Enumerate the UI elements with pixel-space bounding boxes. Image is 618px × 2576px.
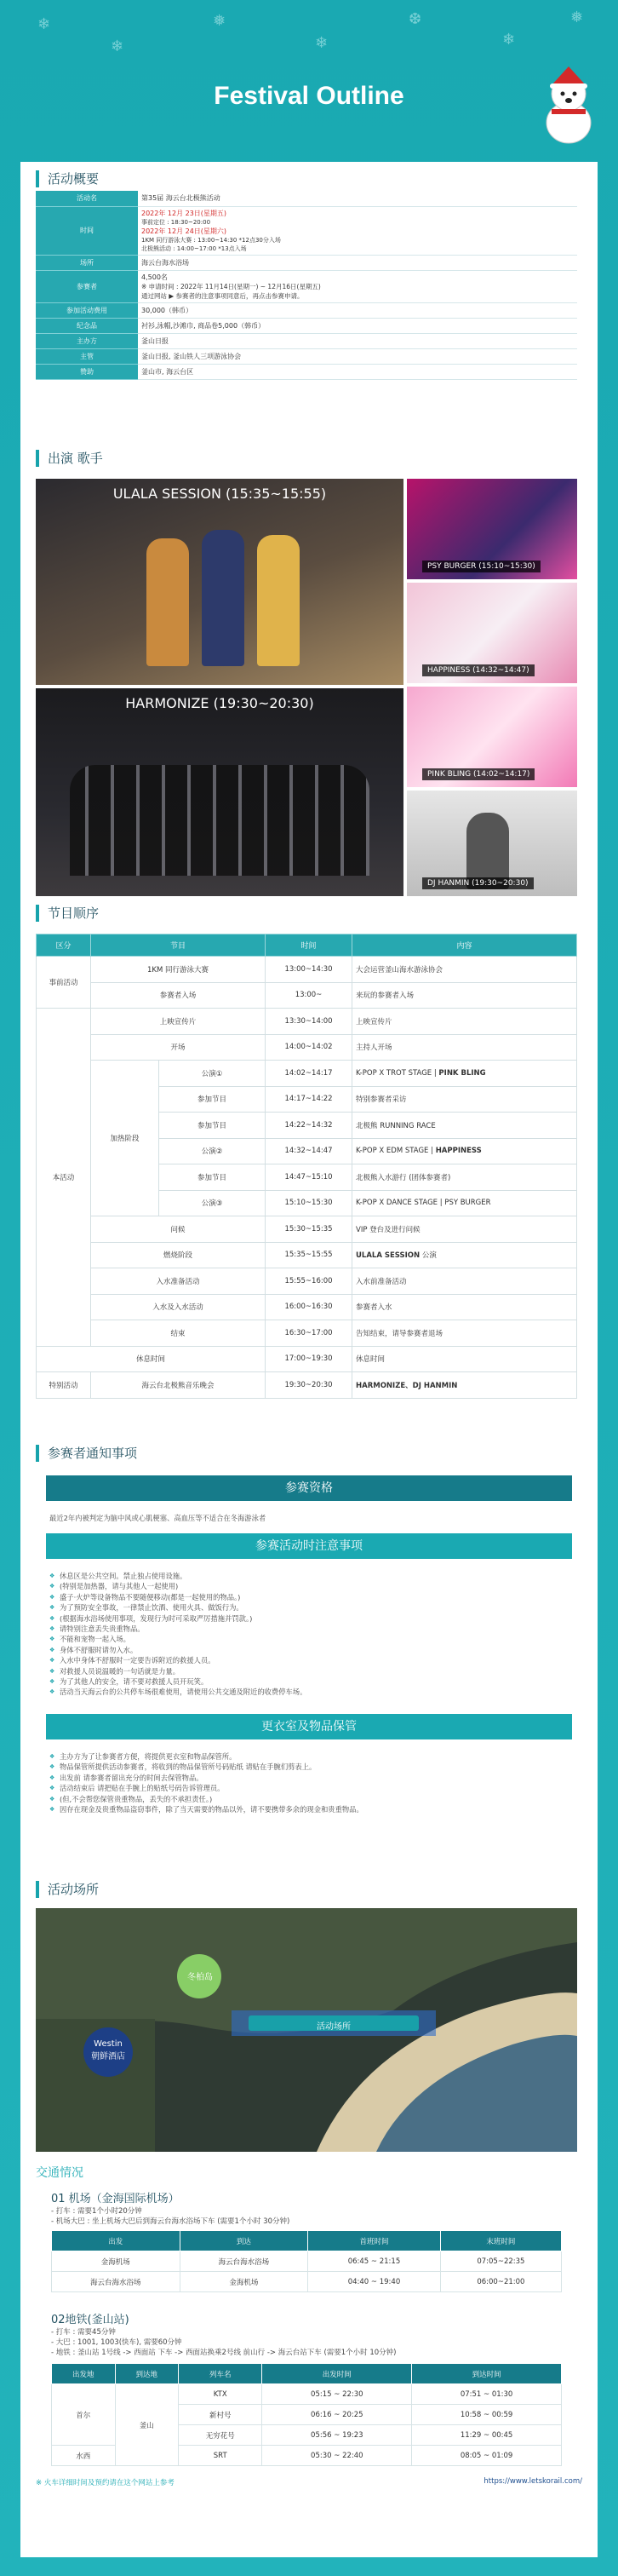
qualification-text: 最近2年内被判定为脑中风或心肌梗塞、高血压等不适合在冬海游泳者 [49, 1514, 266, 1522]
overview-value [138, 206, 577, 255]
detail [352, 1372, 577, 1399]
airport-line: - 机场大巴 : 坐上机场大巴后到海云台海水浴场下车 (需要1个小时 30分钟) [51, 2217, 290, 2226]
date-2-detail: 1KM 同行游泳大赛 : 13:00~14:30 *12点30分入场 [141, 236, 281, 244]
time: 19:30~20:30 [266, 1372, 352, 1399]
schedule-group: 特别活动 [37, 1372, 91, 1399]
overview-key: 赞助 [36, 364, 138, 379]
time: 13:00~14:30 [266, 957, 352, 983]
section-title-notice: 参赛者通知事项 [36, 1445, 137, 1462]
overview-table [36, 191, 577, 380]
program: 燃烧阶段 [91, 1242, 266, 1268]
care-item: ❖ 盛子·火炉等设备物品不要随便移动(都是一起使用的物品。) [49, 1592, 570, 1602]
psy-burger-photo [407, 479, 577, 579]
care-item: ❖ (根据海水浴场使用事项，发现行为时可采取严厉措施并罚款。) [49, 1613, 570, 1624]
apply-note: 通过网站 ▶ 参赛者的注意事项同意后，再点击参赛申请。 [141, 291, 304, 300]
time: 15:35~15:55 [266, 1242, 352, 1268]
station-line: - 大巴 : 1001, 1003(快车), 需要60分钟 [51, 2338, 182, 2347]
storage-item: ❖ 出发前 请参赛者留出充分的时间去保管物品。 [49, 1773, 570, 1783]
cell: 新村号 [179, 2405, 262, 2425]
cell: 05:30 ~ 22:40 [262, 2446, 412, 2466]
date-1-detail: 事前定位 : 18:30~20:00 [141, 218, 211, 226]
care-item: ❖ 不能和宠物一起入场。 [49, 1634, 570, 1644]
schedule-header: 区分 [37, 934, 91, 957]
participant-count: 4,500名 [141, 273, 168, 281]
cell: 11:29 ~ 00:45 [412, 2425, 562, 2446]
overview-key: 参加活动费用 [36, 302, 138, 318]
detail [352, 1061, 577, 1087]
detail: 休息时间 [352, 1346, 577, 1372]
overview-value [138, 270, 577, 302]
time: 13:00~ [266, 982, 352, 1009]
overview-key: 时间 [36, 206, 138, 255]
cell: 水西 [52, 2446, 116, 2466]
cell: 海云台海水浴场 [52, 2272, 180, 2292]
program: 海云台北极熊音乐晚会 [91, 1372, 266, 1399]
train-table [51, 2363, 562, 2466]
overview-value: 釜山日报, 釜山铁人三项游泳协会 [138, 348, 577, 364]
detail: 来玩的参赛者入场 [352, 982, 577, 1009]
cell: 06:16 ~ 20:25 [262, 2405, 412, 2425]
detail-text: 公演 [420, 1251, 437, 1261]
time: 14:22~14:32 [266, 1113, 352, 1139]
detail: 入水前准备活动 [352, 1268, 577, 1295]
care-item: ❖ 为了预防安全事故，一律禁止饮酒、使用火具、做饭行为。 [49, 1602, 570, 1613]
happiness-photo [407, 583, 577, 683]
cell: 釜山 [115, 2384, 179, 2466]
harmonize-photo [36, 688, 403, 896]
overview-key: 主办方 [36, 333, 138, 348]
care-item: ❖ (特别是加热器，请与其他人一起使用) [49, 1581, 570, 1591]
detail-bold: HARMONIZE [356, 1381, 406, 1390]
train-note: ※ 火车详细时间及预约请在这个网站上参考 [36, 2479, 175, 2487]
station-line: - 地铁 : 釜山站 1号线 -> 西面站 下车 -> 西面站换乘2号线 前山行 -> 海云台站下车 (需要1个小时 10分钟) [51, 2349, 397, 2357]
snowflake-icon: ❆ [409, 10, 422, 28]
detail: 特别参赛者采访 [352, 1086, 577, 1113]
time: 17:00~19:30 [266, 1346, 352, 1372]
cell: KTX [179, 2384, 262, 2405]
island-label: 冬柏岛 [187, 1973, 213, 1982]
table-header: 末班时间 [440, 2231, 561, 2251]
snowflake-icon: ❅ [570, 9, 584, 26]
detail: 北极熊 RUNNING RACE [352, 1113, 577, 1139]
table-header: 出发时间 [262, 2364, 412, 2384]
dj-hanmin-photo [407, 791, 577, 896]
cell: 05:56 ~ 19:23 [262, 2425, 412, 2446]
section-title-overview: 活动概要 [36, 170, 99, 187]
happiness-caption: HAPPINESS (14:32~14:47) [422, 664, 535, 676]
detail [352, 1138, 577, 1164]
time: 16:30~17:00 [266, 1320, 352, 1347]
detail-text: K-POP X EDM STAGE | [356, 1147, 436, 1156]
schedule-group: 事前活动 [37, 957, 91, 1009]
section-title-performers: 出演 歌手 [36, 450, 103, 467]
detail-text: K-POP X TROT STAGE | [356, 1068, 439, 1078]
storage-bar: 更衣室及物品保管 [46, 1714, 572, 1739]
hotel-marker: Westin 朝鲜酒店 [83, 2027, 133, 2077]
overview-value: 第35届 海云台北极熊活动 [138, 191, 577, 206]
pink-bling-photo [407, 687, 577, 787]
care-item: ❖ 活动当天海云台的公共停车场很难使用，请使用公共交通及附近的收费停车场。 [49, 1687, 570, 1697]
cell: 08:05 ~ 01:09 [412, 2446, 562, 2466]
detail-bold: HAPPINESS [435, 1147, 482, 1156]
airport-title: 01 机场（金海国际机场） [51, 2193, 180, 2205]
program: 公演③ [159, 1190, 266, 1216]
cell: 金海机场 [180, 2272, 308, 2292]
time: 14:02~14:17 [266, 1061, 352, 1087]
psy-burger-caption: PSY BURGER (15:10~15:30) [422, 561, 541, 572]
snowflake-icon: ❄ [502, 31, 516, 49]
cell: 金海机场 [52, 2251, 180, 2272]
detail-bold: PINK BLING [438, 1068, 486, 1078]
content-panel [20, 162, 598, 2557]
cell: 04:40 ~ 19:40 [308, 2272, 441, 2292]
overview-value: 釜山日报 [138, 333, 577, 348]
schedule-header: 时间 [266, 934, 352, 957]
storage-item: ❖ 活动结束后 请把贴在手腕上的贴纸号码告诉管理员。 [49, 1783, 570, 1793]
storage-item: ❖ (但,不会帮您保管贵重物品，丢失的不承担责任。) [49, 1794, 570, 1804]
program: 公演① [159, 1061, 266, 1087]
cell: SRT [179, 2446, 262, 2466]
program: 入水准备活动 [91, 1268, 266, 1295]
detail: 北极熊入水游行 (团体参赛者) [352, 1164, 577, 1191]
detail [352, 1242, 577, 1268]
date-2-detail: 北极熊活动 : 14:00~17:00 *13点入场 [141, 244, 247, 252]
transport-title: 交通情况 [36, 2166, 83, 2180]
time: 14:47~15:10 [266, 1164, 352, 1191]
cell: 10:58 ~ 00:59 [412, 2405, 562, 2425]
detail: 大会运营釜山海水游泳协会 [352, 957, 577, 983]
ulala-session-photo [36, 479, 403, 685]
detail: K-POP X DANCE STAGE | PSY BURGER [352, 1190, 577, 1216]
airport-bus-table [51, 2230, 562, 2292]
detail: 主持人开场 [352, 1034, 577, 1061]
care-item: ❖ 对救援人员说温暖的一句话就是力量。 [49, 1666, 570, 1676]
time: 16:00~16:30 [266, 1294, 352, 1320]
program: 结束 [91, 1320, 266, 1347]
snowflake-icon: ❄ [111, 37, 124, 55]
care-item: ❖ 休息区是公共空间。禁止独占使用设施。 [49, 1571, 570, 1581]
overview-key: 主管 [36, 348, 138, 364]
care-item: ❖ 身体不舒服时请勿入水。 [49, 1645, 570, 1655]
detail-bold: ULALA SESSION [356, 1251, 421, 1261]
program: 参赛者入场 [91, 982, 266, 1009]
overview-key: 参赛者 [36, 270, 138, 302]
program: 问候 [91, 1216, 266, 1243]
cell: 首尔 [52, 2384, 116, 2446]
performers-grid [36, 479, 577, 896]
program: 1KM 同行游泳大赛 [91, 957, 266, 983]
table-header: 到达 [180, 2231, 308, 2251]
care-item: ❖ 为了其他人的安全，请不要对救援人员开玩笑。 [49, 1676, 570, 1687]
detail: 上映宣传片 [352, 1009, 577, 1035]
storage-item: ❖ 物品保管所提供活动参赛者，将收到的物品保管所号码贴纸 请贴在手腕们剪表上。 [49, 1762, 570, 1772]
table-header: 到达时间 [412, 2364, 562, 2384]
table-header: 首班时间 [308, 2231, 441, 2251]
time: 14:17~14:22 [266, 1086, 352, 1113]
cell: 海云台海水浴场 [180, 2251, 308, 2272]
snowflake-icon: ❄ [37, 15, 51, 33]
header-banner [0, 0, 618, 162]
schedule-table [36, 934, 577, 1399]
schedule-header: 内容 [352, 934, 577, 957]
date-2: 2022年 12月 24日(星期六) [141, 227, 227, 235]
overview-key: 场所 [36, 255, 138, 270]
detail: 参赛者入水 [352, 1294, 577, 1320]
program: 上映宣传片 [91, 1009, 266, 1035]
storage-list [49, 1751, 570, 1814]
schedule-group: 本活动 [37, 1009, 91, 1347]
cell: 05:15 ~ 22:30 [262, 2384, 412, 2405]
overview-value: 釜山市, 海云台区 [138, 364, 577, 379]
overview-key: 纪念品 [36, 318, 138, 333]
station-info [51, 2327, 397, 2358]
section-title-schedule: 节目顺序 [36, 905, 99, 922]
qualification-bar: 参赛资格 [46, 1475, 572, 1501]
table-header: 出发 [52, 2231, 180, 2251]
pink-bling-caption: PINK BLING (14:02~14:17) [422, 768, 535, 780]
venue-marker-label: 活动场所 [317, 2022, 351, 2032]
station-title: 02地铁(釜山站) [51, 2314, 129, 2326]
snowflake-icon: ❅ [213, 12, 226, 30]
airport-info [51, 2206, 289, 2227]
harmonize-caption: HARMONIZE (19:30~20:30) [125, 695, 314, 711]
storage-item: ❖ 因存在现金及贵重物品盗窃事件，除了当天需要的物品以外，请不要携带多余的现金和贵重物品。 [49, 1804, 570, 1814]
care-list [49, 1571, 570, 1698]
station-line: - 打车 : 需要45分钟 [51, 2328, 116, 2337]
airport-line: - 打车 : 需要1个小时20分钟 [51, 2207, 142, 2216]
dj-hanmin-caption: DJ HANMIN (19:30~20:30) [422, 877, 534, 889]
time: 14:32~14:47 [266, 1138, 352, 1164]
program: 入水及入水活动 [91, 1294, 266, 1320]
time: 15:30~15:35 [266, 1216, 352, 1243]
section-title-venue: 活动场所 [36, 1881, 99, 1898]
cell: 06:45 ~ 21:15 [308, 2251, 441, 2272]
program: 参加节目 [159, 1113, 266, 1139]
overview-value: 30,000（韩币） [138, 302, 577, 318]
page-title: Festival Outline [214, 82, 404, 110]
time: 13:30~14:00 [266, 1009, 352, 1035]
overview-value: 海云台海水浴场 [138, 255, 577, 270]
program: 参加节目 [159, 1164, 266, 1191]
time: 15:55~16:00 [266, 1268, 352, 1295]
care-item: ❖ 请特别注意丢失贵重物品。 [49, 1624, 570, 1634]
cell: 07:51 ~ 01:30 [412, 2384, 562, 2405]
program: 休息时间 [37, 1346, 266, 1372]
program: 参加节目 [159, 1086, 266, 1113]
overview-key: 活动名 [36, 191, 138, 206]
cell: 06:00~21:00 [440, 2272, 561, 2292]
cell: 无穷花号 [179, 2425, 262, 2446]
ulala-session-caption: ULALA SESSION (15:35~15:55) [112, 486, 327, 502]
storage-item: ❖ 主办方为了让参赛者方便，将提供更衣室和物品保管所。 [49, 1751, 570, 1762]
korail-link[interactable]: https://www.letskorail.com/ [484, 2477, 582, 2486]
schedule-subgroup: 加热阶段 [91, 1061, 159, 1216]
detail-bold: 、DJ HANMIN [405, 1381, 458, 1390]
venue-map [36, 1908, 577, 2152]
cell: 07:05~22:35 [440, 2251, 561, 2272]
care-item: ❖ 入水中身体不舒服时一定要告诉附近的救援人员。 [49, 1655, 570, 1665]
detail: VIP 登台及进行问候 [352, 1216, 577, 1243]
care-bar: 参赛活动时注意事项 [46, 1533, 572, 1559]
schedule-header: 节目 [91, 934, 266, 957]
overview-value: 衬衫,泳帽,沙滩巾, 商品卷5,000（韩币） [138, 318, 577, 333]
detail: 告知结束，请导参赛者退场 [352, 1320, 577, 1347]
snowflake-icon: ❄ [315, 34, 329, 52]
time: 15:10~15:30 [266, 1190, 352, 1216]
polar-bear-mascot-icon [538, 66, 599, 145]
date-1: 2022年 12月 23日(星期五) [141, 209, 227, 217]
apply-period: ※ 申请时间 : 2022年 11月14日(星期一) ~ 12月16日(星期五) [141, 282, 321, 290]
table-header: 出发地 [52, 2364, 116, 2384]
table-header: 列车名 [179, 2364, 262, 2384]
table-header: 到达地 [115, 2364, 179, 2384]
program: 开场 [91, 1034, 266, 1061]
time: 14:00~14:02 [266, 1034, 352, 1061]
program: 公演② [159, 1138, 266, 1164]
